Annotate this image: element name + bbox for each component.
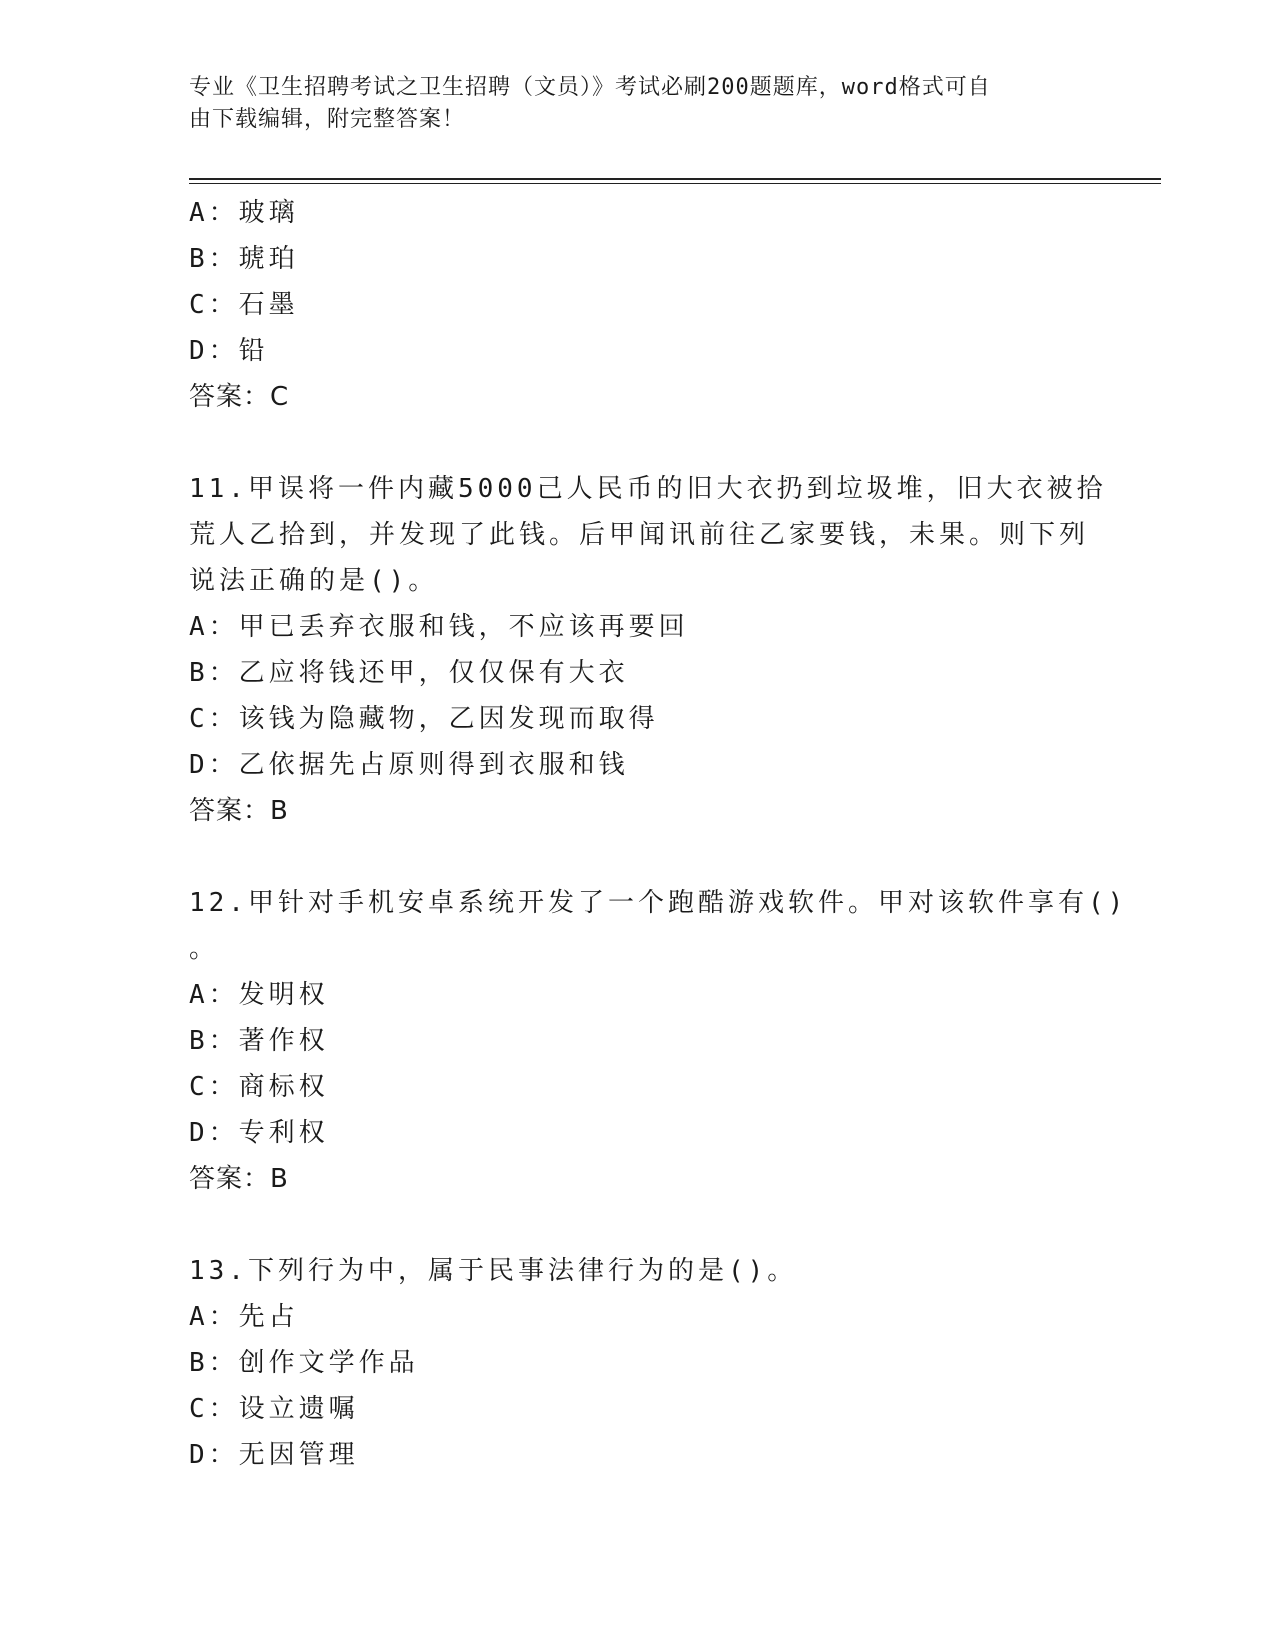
question-stem-line: 。 [189, 934, 220, 964]
option-c: C：设立遗嘱 [189, 1394, 359, 1424]
option-c: C：商标权 [189, 1072, 329, 1102]
spacer [189, 1202, 1089, 1248]
option-d: D：乙依据先占原则得到衣服和钱 [189, 750, 629, 780]
option-c: C：石墨 [189, 290, 299, 320]
question-stem-line: 13.下列行为中，属于民事法律行为的是()。 [189, 1256, 798, 1286]
header-line-1: 专业《卫生招聘考试之卫生招聘（文员）》考试必刷200题题库，word格式可自 [189, 75, 991, 100]
option-b: B：乙应将钱还甲，仅仅保有大衣 [189, 658, 629, 688]
option-b: B：著作权 [189, 1026, 329, 1056]
option-d: D：专利权 [189, 1118, 329, 1148]
question-10 [189, 190, 1089, 420]
answer: 答案：B [189, 796, 289, 826]
question-stem-line: 12.甲针对手机安卓系统开发了一个跑酷游戏软件。甲对该软件享有() [189, 888, 1128, 918]
header-divider [189, 178, 1161, 184]
header-line-2: 由下载编辑，附完整答案！ [189, 107, 466, 132]
option-b: B：创作文学作品 [189, 1348, 419, 1378]
option-b: B：琥珀 [189, 244, 299, 274]
option-a: A：玻璃 [189, 198, 299, 228]
option-a: A：甲已丢弃衣服和钱，不应该再要回 [189, 612, 689, 642]
option-a: A：发明权 [189, 980, 329, 1010]
question-11 [189, 466, 1107, 834]
option-a: A：先占 [189, 1302, 299, 1332]
question-stem-line: 荒人乙拾到，并发现了此钱。后甲闻讯前往乙家要钱，未果。则下列 [189, 520, 1090, 550]
question-list [189, 190, 1128, 1478]
option-d: D：铅 [189, 336, 269, 366]
answer: 答案：B [189, 1164, 289, 1194]
document-header [189, 72, 1069, 136]
answer: 答案：C [189, 382, 290, 412]
question-stem-line: 11.甲误将一件内藏5000己人民币的旧大衣扔到垃圾堆，旧大衣被拾 [189, 474, 1107, 504]
option-d: D：无因管理 [189, 1440, 359, 1470]
question-12 [189, 880, 1128, 1202]
question-stem-line: 说法正确的是()。 [189, 566, 439, 596]
spacer [189, 420, 1089, 466]
option-c: C：该钱为隐藏物，乙因发现而取得 [189, 704, 659, 734]
question-13 [189, 1248, 1089, 1478]
spacer [189, 834, 1089, 880]
